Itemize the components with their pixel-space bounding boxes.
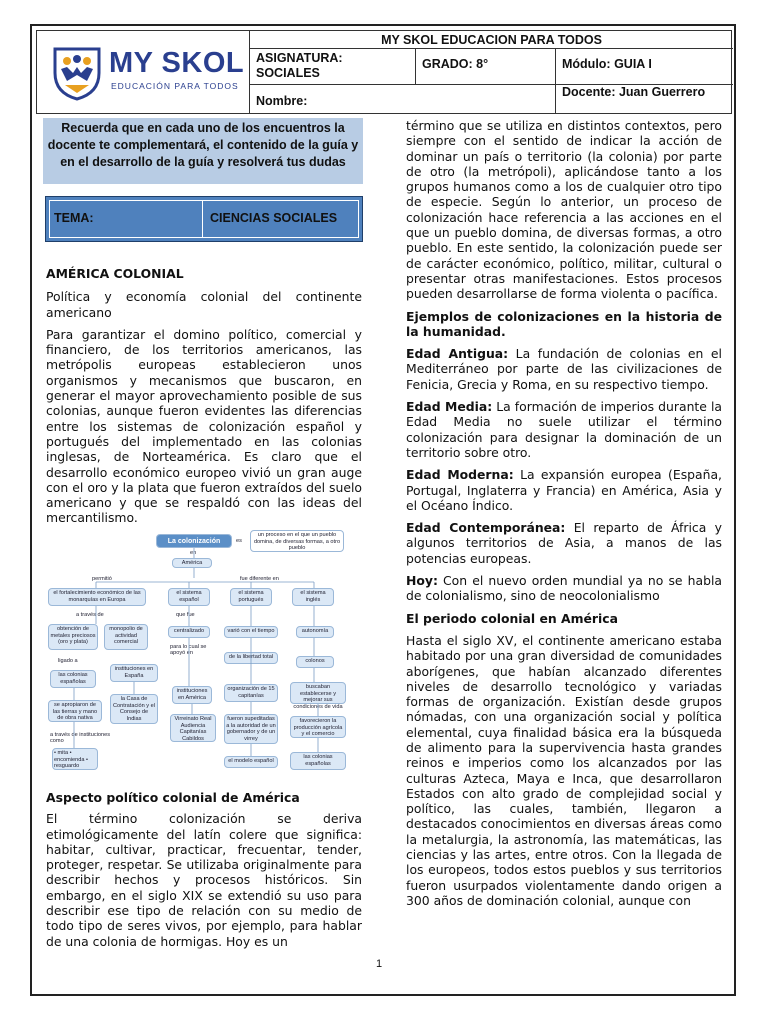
text-moderna: La expansión europea (España, Portugal, Inglaterra y Francia) en América, Asia y el Océano Índico. [406,467,722,513]
header-table [36,30,732,114]
page-number: 1 [376,958,383,970]
paragraph: Política y economía colonial del continente americano [46,289,362,320]
label-hoy: Hoy: [406,573,438,589]
paragraph: término que se utiliza en distintos contextos, pero siempre con el sentido de indicar la acción de dominar un país o territorio (la colonia) por parte de otro (la metrópoli), aplicándose tanto a los grupos humanos como a los de cualquier otro tipo de especie. Según lo anterior, un proceso de colonización hace referencia a las acciones en el que un pueblo domina, de diversas formas, a otro pueblo. En este sentido, la colonización puede ser de carácter económico, político, militar, cultural o presentar otras manifestaciones. Estos procesos pueden desarrollarse de forma violenta o pacífica. [406,118,722,302]
diagram-node: el sistema español [168,588,210,606]
diagram-text: que fue [176,612,195,618]
examples-title: Ejemplos de colonizaciones en la historia de la humanidad. [406,308,722,339]
diagram-node: un proceso en el que un pueblo domina, de diversas formas, a otro pueblo [250,530,344,552]
diagram-node: obtención de metales preciosos (oro y plata) [48,624,98,650]
section-title: AMÉRICA COLONIAL [46,266,184,281]
diagram-node: América [172,558,212,568]
diagram-node: el sistema inglés [292,588,334,606]
label-moderna: Edad Moderna: [406,467,514,483]
diagram-node: las colonias españolas [50,670,96,688]
label-media: Edad Media: [406,399,493,415]
logo [37,31,250,113]
diagram-text: en [190,550,197,556]
diagram-node: varió con el tiempo [224,626,278,638]
diagram-node: de la libertad total [224,652,278,664]
diagram-node: Virreinato Real Audiencia Capitanías Cabildos [170,714,216,742]
diagram-node: el modelo español [224,756,278,768]
text-contemporanea: El reparto de África y algunos territorios de Asia, a manos de las potencias europeas. [406,520,723,566]
paragraph: Hasta el siglo XV, el continente americano estaba habitado por una gran diversidad de comunidades aborígenes, que habían alcanzado diferentes niveles de desarrollo tecnológico y variadas formas de organización. Existían desde grupos nómadas, con una organización social y política elemental, cuya finalidad básica era la búsqueda de alimento para la supervivencia hasta grandes reinos e imperios como los alcanzados por las culturas Azteca, Maya e Inca, que desarrollaron Estados con alto grado de complejidad social y político, las cuales, también, llegaron a destacados conocimientos en diversas áreas como la metalurgia, la astronomía, las matemáticas, las ciencias y las artes, entre otros. Con la llegada de los europeos, todos estos pueblos y sus territorios fueron usurpados violentamente dando origen a 300 años de dominación colonial, aunque con [406,632,722,908]
right-column [406,118,722,915]
section-subtitle: El periodo colonial en América [406,610,618,626]
diagram-node: autonomía [296,626,334,638]
diagram-node: fueron supeditadas a la autoridad de un gobernador y de un virrey [224,714,278,744]
paragraph-media [406,399,722,460]
diagram-text: permitió [92,576,112,582]
shield-icon [47,43,107,103]
paragraph-contemporanea [406,520,722,566]
asignatura-value: SOCIALES [256,66,320,80]
tema-value: CIENCIAS SOCIALES [210,211,338,225]
diagram-node: buscaban establecerse y mejorar sus condiciones de vida [290,682,346,704]
diagram-node: las colonias españolas [290,752,346,770]
diagram-text: a través de [76,612,104,618]
diagram-text: para lo cual se apoyó en [170,644,207,656]
diagram-text: es [236,538,242,544]
diagram-node: colonos [296,656,334,668]
paragraph: Para garantizar el domino político, comercial y financiero, de los territorios americanos, las metrópolis europeas establecieron unos organismos y mecanismos que buscaron, en generar el mayor aprovechamiento posible de sus colonias, aunque fueron evidentes las diferencias entre los sistemas de colonización español y portugués del implementado en las colonias inglesas, de Norteamérica. Es claro que el desarrollo económico europeo vivió un gran auge con el oro y la plata que fueron extraídos del suelo americano y que se respaldó con las ideas del mercantilismo. [46,326,362,526]
tema-box [45,196,363,242]
diagram-node: instituciones en América [172,686,212,704]
left-column [46,266,362,533]
logo-subtitle: EDUCACIÓN PARA TODOS [111,81,239,91]
grado-cell: GRADO: 8° [415,49,555,85]
left-column-bottom [46,790,362,956]
diagram-node: favorecieron la producción agrícola y el comercio [290,716,346,738]
diagram-node: se apropiaron de las tierras y mano de obra nativa [48,700,102,722]
diagram-node: monopolio de actividad comercial [104,624,148,650]
diagram-node: el fortalecimiento económico de las monarquías en Europa [48,588,146,606]
text-hoy: Con el nuevo orden mundial ya no se habla de colonialismo, sino de neocolonialismo [406,573,722,604]
diagram-node: • mita • encomienda • resguardo [52,748,98,770]
nombre-cell: Nombre: [249,85,555,113]
diagram-text: ligado a [58,658,78,664]
text-media: La formación de imperios durante la Edad Media no suele utilizar el término colonización para designar la dominación de un territorio sobre otro. [406,399,723,460]
diagram-node: el sistema portugués [230,588,272,606]
section-subtitle: Aspecto político colonial de América [46,790,300,805]
label-contemporanea: Edad Contemporánea: [406,520,566,536]
diagram-node: centralizado [168,626,210,638]
diagram-node: instituciones en España [110,664,158,682]
text-antigua: La fundación de colonias en el Mediterráneo por parte de las civilizaciones de Fenicia, Grecia y Roma, en su respectivo tiempo. [406,346,722,392]
asignatura-cell [249,49,415,85]
modulo-cell: Módulo: GUIA I [555,49,733,85]
diagram-node: La colonización [156,534,232,548]
diagram-node: organización de 15 capitanías [224,684,278,702]
header-title: MY SKOL EDUCACION PARA TODOS [249,31,733,49]
label-antigua: Edad Antigua: [406,346,509,362]
paragraph-moderna [406,467,722,513]
diagram-text: a través de instituciones como [50,732,111,744]
asignatura-label: ASIGNATURA: [256,51,343,65]
colonization-concept-map [44,526,364,778]
docente-cell: Docente: Juan Guerrero [555,85,733,113]
notice-box: Recuerda que en cada uno de los encuentros la docente te complementará, el contenido de la guía y en el desarrollo de la guía y resolverá tus dudas [43,118,363,184]
paragraph: El término colonización se deriva etimológicamente del latín colere que significa: habitar, cultivar, practicar, frecuentar, tender, proteger, respetar. Se utilizaba originalmente para describir hechos y procesos históricos. Sin embargo, en el siglo XIX se extendió su uso para describir ese tipo de relación con su medio de todo tipo de seres vivos, por ejemplo, para hablar de una colonia de hormigas. Hoy es un [46,811,362,949]
diagram-node: la Casa de Contratación y el Consejo de Indias [110,694,158,724]
diagram-text: fue diferente en [240,576,279,582]
logo-title: MY SKOL [109,47,245,79]
tema-label: TEMA: [54,211,94,225]
paragraph-antigua [406,346,722,392]
paragraph-hoy [406,573,722,604]
